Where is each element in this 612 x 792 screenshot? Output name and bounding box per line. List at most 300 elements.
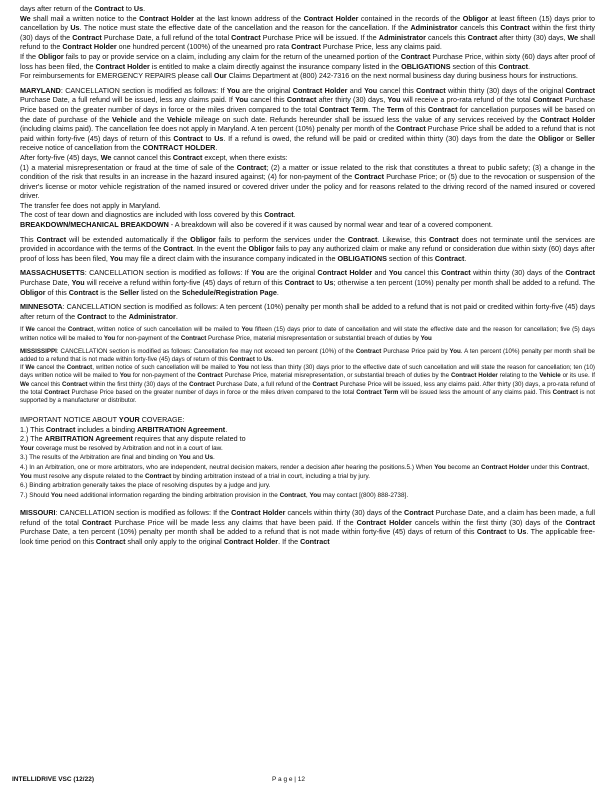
bold-term: Contract <box>441 268 471 278</box>
paragraph-p5 <box>20 153 595 163</box>
text-run: not less than thirty (30) days prior to the effective date of such cancellation and will state the reason for cancellation; ten (10) days written notice will be mailed to <box>20 364 595 380</box>
bold-term: You <box>235 95 249 105</box>
text-run: to <box>123 4 134 13</box>
text-run: for cancellation purposes will be based on the date of purchase of the <box>20 104 595 124</box>
text-run: coverage must be resolved by Arbitration and not in a court of law. <box>34 444 223 452</box>
text-run: to <box>202 133 215 143</box>
paragraph-n0 <box>20 415 595 425</box>
text-run: . <box>215 143 218 153</box>
text-run: , <box>305 491 310 499</box>
text-run: section of this <box>386 253 435 263</box>
bold-term: Contract <box>279 491 306 499</box>
text-run: . <box>271 356 274 364</box>
paragraph-p16 <box>20 508 595 546</box>
text-run: cancel this <box>377 85 417 95</box>
bold-term: You <box>71 278 85 288</box>
spacer <box>20 500 595 508</box>
bold-term: Contract Holder <box>317 268 373 278</box>
paragraph-p6 <box>20 163 595 201</box>
bold-term: BREAKDOWN/MECHANICAL BREAKDOWN <box>20 220 169 230</box>
text-run: The cost of tear down and diagnostics are included with loss covered by this <box>20 210 265 220</box>
text-run: Purchase Date, <box>20 278 72 288</box>
bold-term: Contract Holder <box>62 42 117 52</box>
text-run: section of this <box>450 61 499 71</box>
bold-term: Contract <box>552 388 579 396</box>
text-run: . In the event the <box>192 244 249 254</box>
text-run: Purchase Price will be made less any claims that have been paid. If the <box>111 517 357 527</box>
text-run: cancels within the first thirty (30) days of the <box>411 517 566 527</box>
bold-term: Contract <box>236 162 267 172</box>
paragraph-p14 <box>20 348 595 364</box>
bold-term: You <box>50 491 63 499</box>
text-run: under this <box>529 463 561 471</box>
bold-term: Contract <box>67 326 94 334</box>
arbitration-notice <box>20 415 595 500</box>
bold-term: Contract <box>532 95 563 105</box>
bold-term: Contract <box>396 124 426 134</box>
text-run: mileage on such date. Refunds hereunder shall be issued less the value of any services received by the <box>191 114 540 124</box>
bold-term: Contract <box>45 424 76 434</box>
text-run: (including claims paid). The cancellation fee does not apply in Maryland. A ten percent (10%) penalty per month of the <box>20 124 397 134</box>
text-run: . The <box>368 104 387 114</box>
bold-term: Contract Term <box>319 104 369 114</box>
text-run: . <box>276 287 279 297</box>
text-run: . If a refund is owed, the refund will be paid or credited within thirty (30) days from the date the <box>223 133 539 143</box>
bold-term: ARBITRATION Agreement <box>136 424 226 434</box>
bold-term: Us <box>214 133 224 143</box>
text-run: within the first thirty (30) days of the <box>20 23 596 42</box>
text-run: within thirty (30) days of the original <box>445 85 566 95</box>
bold-term: Contract Holder <box>292 85 348 95</box>
bold-term: You <box>420 334 432 342</box>
bold-term: Contract <box>36 234 67 244</box>
text-run: shall mail a written notice to the <box>30 13 140 23</box>
text-run: . The applicable free-look time period on this <box>20 527 595 546</box>
bold-term: Contract <box>404 508 434 518</box>
bold-term: Contract <box>81 517 112 527</box>
bold-term: Us <box>133 4 144 13</box>
paragraph-p10 <box>20 235 595 264</box>
bold-term: Contract <box>173 133 203 143</box>
paragraph-p4 <box>20 86 595 153</box>
text-run: , <box>587 463 589 471</box>
text-run: cancels this <box>457 23 501 33</box>
text-run: , written notice of such cancellation will be mailed to <box>93 326 242 334</box>
body-paragraphs <box>20 4 595 405</box>
text-run: Purchase Date, a full refund will be issued, less any claims paid. If <box>20 95 236 105</box>
bold-term: Contract <box>95 536 126 546</box>
bold-term: We <box>25 364 35 372</box>
bold-term: Schedule/Registration Page <box>181 287 277 297</box>
bold-term: Contract <box>355 347 382 355</box>
bold-term: YOUR <box>118 415 140 425</box>
bold-term: You <box>226 85 240 95</box>
bold-term: MASSACHUSETTS <box>20 268 85 278</box>
text-run: and the <box>136 114 167 124</box>
text-run: . <box>464 253 467 263</box>
text-run: fails to perform the services under the <box>215 234 348 244</box>
text-run: cancel the <box>34 326 68 334</box>
text-run: ; otherwise a ten percent (10%) penalty per month shall be added to a refund. The <box>333 278 595 288</box>
text-run: to <box>314 278 325 288</box>
text-run: contained in the records of the <box>358 13 463 23</box>
text-run: COVERAGE: <box>139 415 185 425</box>
paragraph-p2 <box>20 52 595 71</box>
bold-term: Vehicle <box>166 114 192 124</box>
paragraph-n6 <box>20 481 595 490</box>
text-run: or its use. If <box>560 372 595 380</box>
bold-term: ARBITRATION Agreement <box>44 434 133 444</box>
bold-term: Us <box>204 454 214 462</box>
text-run: become an <box>445 463 481 471</box>
bold-term: Contract <box>300 536 330 546</box>
text-run: , written notice of such cancellation will be mailed to <box>92 364 238 372</box>
bold-term: Contract Holder <box>539 114 596 124</box>
text-run: . <box>143 4 146 13</box>
text-run: Purchase Price; or (5) due to the revocation or suspension of the driver's license or motor vehicle registration of the named insured or covered driver under the policy and for reasons related to the driving record of the named insured or covered driver. <box>20 172 595 201</box>
text-run: Purchase Price will be issued. If the <box>260 32 379 42</box>
bold-term: Contract Holder <box>95 61 150 71</box>
bold-term: Contract <box>500 23 530 33</box>
bold-term: You <box>237 364 249 372</box>
text-run: . A ten percent (10%) penalty per month shall be added to a refund that is not made within forty-five (45) days of return of this <box>20 347 595 364</box>
text-run: is not supported by a manufacturer or distributor. <box>20 388 595 405</box>
text-run: of this <box>403 104 428 114</box>
bold-term: Contract <box>429 234 459 244</box>
bold-term: Obligor <box>248 244 275 254</box>
text-run: and <box>347 85 365 95</box>
bold-term: You <box>20 472 32 480</box>
bold-term: Contract <box>231 32 261 42</box>
paragraph-p1 <box>20 14 595 52</box>
text-run: Claims Department at (800) 242-7316 on the next normal business day during business hours for instructions. <box>226 71 578 81</box>
bold-term: You <box>119 372 131 380</box>
bold-term: Obligor <box>20 287 46 297</box>
bold-term: Contract <box>284 278 315 288</box>
text-run: for non-payment of the <box>115 334 181 342</box>
bold-term: Contract <box>66 364 93 372</box>
text-run: is entitled to make a claim directly against the insurance company listed in the <box>149 61 402 71</box>
bold-term: Our <box>213 71 227 81</box>
bold-term: You <box>387 95 401 105</box>
bold-term: You <box>309 491 322 499</box>
text-run: 7.) Should <box>20 491 51 499</box>
paragraph-n4 <box>20 453 595 462</box>
text-run: Purchase Price, material misrepresentation or substantial breach of duties by <box>206 334 421 342</box>
bold-term: You <box>103 334 116 342</box>
bold-term: We <box>20 13 31 23</box>
bold-term: Contract <box>347 234 378 244</box>
bold-term: You <box>251 268 265 278</box>
paragraph-n1 <box>20 425 595 435</box>
text-run: - A breakdown will also be covered if it was caused by normal wear and tear of a covered component. <box>168 220 493 230</box>
paragraph-n2 <box>20 434 595 444</box>
text-run: Purchase Date, a full refund of the total <box>101 32 232 42</box>
bold-term: Contract <box>68 287 99 297</box>
text-run: cancels this <box>425 32 468 42</box>
text-run: shall only apply to the original <box>125 536 224 546</box>
bold-term: OBLIGATIONS <box>401 61 451 71</box>
paragraph-n7 <box>20 491 595 500</box>
bold-term: Contract <box>427 104 458 114</box>
text-run: after thirty (30) days, <box>497 32 568 42</box>
text-run: at least fifteen (15) days prior to cancellation by <box>20 13 596 33</box>
text-run: days after return of the <box>20 4 95 13</box>
bold-term: Seller <box>575 133 595 143</box>
bold-term: Contract <box>94 4 124 13</box>
text-run: to <box>506 527 518 537</box>
paragraph-p7 <box>20 201 595 211</box>
bold-term: Contract <box>498 61 529 71</box>
text-run: at the last known address of the <box>193 13 304 23</box>
bold-term: Contract <box>312 380 338 388</box>
paragraph-p12 <box>20 302 595 321</box>
bold-term: Contract <box>77 311 107 321</box>
text-run: Purchase Date, a ten percent (10%) penalty per month shall be added to a refund that is not made within forty-five (45) days of return of this <box>20 527 477 537</box>
bold-term: Contract Holder <box>480 463 530 471</box>
text-run: IMPORTANT NOTICE ABOUT <box>20 415 119 425</box>
text-run: : CANCELLATION section is modified as follows: A ten percent (10%) penalty per month shall be added to a refund that is not paid or credited within forty-five (45) days after return of the <box>20 302 595 321</box>
bold-term: Term <box>386 104 404 114</box>
bold-term: Contract <box>400 51 431 61</box>
bold-term: You <box>241 326 253 334</box>
text-run: . <box>528 61 531 71</box>
text-run: or <box>563 133 576 143</box>
text-run: : CANCELLATION section is modified as follows: If the <box>55 508 232 518</box>
bold-term: CONTRACT HOLDER <box>142 143 216 153</box>
text-run: for non-payment of the <box>130 372 198 380</box>
text-run: After forty-five (45) days, <box>20 152 101 162</box>
bold-term: Contract Holder <box>356 517 412 527</box>
bold-term: MISSOURI <box>20 508 56 518</box>
text-run: within thirty (30) days of the <box>470 268 566 278</box>
text-run: of this <box>45 287 69 297</box>
paragraph-p8 <box>20 210 595 220</box>
text-run: fails to pay any authorized claim or make any refund or consideration due within sixty (60) days after proof of loss has been filed, <box>20 244 595 263</box>
paragraph-p13 <box>20 326 595 342</box>
text-run: Purchase Price will be issued, less any claims paid. After thirty (30) days, a pro-rata refund of the total <box>20 380 596 396</box>
text-run: 3.) The results of the Arbitration are final and binding on <box>20 454 180 462</box>
bold-term: Administrator <box>128 311 176 321</box>
bold-term: You <box>434 463 446 471</box>
bold-term: Contract <box>197 372 223 380</box>
text-run: need additional information regarding the binding arbitration provision in the <box>62 491 280 499</box>
text-run: Purchase Price, material misrepresentation, or substantial breach of duties by the <box>222 372 451 380</box>
text-run: Purchase Price based on the greater number of days in force or the miles driven compared to the total <box>20 95 595 114</box>
bold-term: Contract <box>229 356 255 364</box>
text-run: by binding arbitration instead of a trial in court, including a trial by jury. <box>171 472 371 480</box>
bold-term: Contract <box>565 268 595 278</box>
text-run: within the first thirty (30) days of the <box>87 380 190 388</box>
text-run: : CANCELLATION section is modified as follows: If <box>84 268 252 278</box>
text-run: Purchase Date, and a claim has been made, a full refund of the total <box>20 508 596 527</box>
text-run: does not terminate until the services are provided in accordance with the terms of the <box>20 234 596 254</box>
text-run: Purchase Price based on the greater number of days in force or the miles driven compared to the total <box>69 388 357 396</box>
bold-term: Contract <box>163 244 193 254</box>
text-run: will be extended automatically if the <box>66 234 191 244</box>
text-run: cancel this <box>248 95 287 105</box>
text-run: cancel the <box>34 364 67 372</box>
text-run: cancel this <box>401 268 442 278</box>
text-run: 1.) This <box>20 424 46 434</box>
text-run: If <box>20 326 26 334</box>
text-run: . If the <box>278 536 301 546</box>
text-run: 4.) In an Arbitration, one or more arbitrators, who are independent, neutral decision makers, render a decision after hearing the positions.5.) When <box>20 463 435 471</box>
text-run: If the <box>20 51 39 61</box>
text-run: : CANCELLATION section is modified as follows: Cancellation fee may not exceed ten percent (10%) of the <box>56 347 356 355</box>
form-identifier: INTELLIDRIVE VSC (12/22) <box>12 776 94 783</box>
bold-term: You <box>449 347 461 355</box>
bold-term: Contract Holder <box>231 508 286 518</box>
bold-term: Contract <box>476 527 507 537</box>
paragraph-p11 <box>20 268 595 297</box>
text-run: cancel this <box>29 380 63 388</box>
bold-term: Obligor <box>190 234 216 244</box>
page-footer <box>12 776 600 786</box>
text-run: fifteen (15) days prior to date of cancellation and will state the effective date and the reason for cancellation; five (5) days written notice will be mailed to <box>20 326 595 342</box>
bold-term: Obligor <box>538 133 564 143</box>
bold-term: Vehicle <box>111 114 137 124</box>
bold-term: We <box>100 152 112 162</box>
text-run: includes a binding <box>75 424 137 434</box>
bold-term: Contract <box>62 380 88 388</box>
bold-term: Contract <box>286 95 317 105</box>
missouri-section <box>20 508 595 546</box>
text-run: will receive a pro-rata refund of the total <box>400 95 533 105</box>
text-run: (1) a material misrepresentation or fraud at the time of sale of the <box>20 162 237 172</box>
text-run: receive notice of cancellation from the <box>20 143 143 153</box>
paragraph-p3 <box>20 71 595 81</box>
bold-term: Contract <box>172 152 203 162</box>
bold-term: Contract <box>72 32 102 42</box>
text-run: and <box>190 454 205 462</box>
bold-term: Us <box>324 278 334 288</box>
text-run: will receive a refund within forty-five (45) days of return of this <box>84 278 285 288</box>
bold-term: OBLIGATIONS <box>337 253 387 263</box>
text-run: relating to the <box>497 372 540 380</box>
bold-term: Seller <box>119 287 140 297</box>
text-run: are the original <box>264 268 318 278</box>
text-run: . <box>175 311 178 321</box>
text-run: cancels within thirty (30) days of the <box>285 508 405 518</box>
text-run: This <box>20 234 37 244</box>
bold-term: Contract Term <box>356 388 399 396</box>
text-run: after thirty (30) days, <box>316 95 388 105</box>
bold-term: We <box>20 380 30 388</box>
bold-term: Us <box>517 527 527 537</box>
text-run: one hundred percent (100%) of the unearned pro rata <box>116 42 292 52</box>
text-run: 6.) Binding arbitration generally takes the place of resolving disputes by a judge and jury. <box>20 482 271 490</box>
bold-term: You <box>388 268 402 278</box>
text-run: must resolve any dispute related to the <box>31 472 145 480</box>
bold-term: Your <box>20 444 35 452</box>
bold-term: We <box>25 326 35 334</box>
text-run: For reimbursements for EMERGENCY REPAIRS please call <box>20 71 214 81</box>
document-page <box>20 4 595 552</box>
text-run: will be issued less the amount of any claims paid. This <box>398 388 553 396</box>
text-run: except, when there exists: <box>202 152 288 162</box>
text-run: may file a direct claim with the insurance company indicated in the <box>122 253 338 263</box>
bold-term: You <box>109 253 123 263</box>
text-run: Purchase Price, within sixty (60) days after proof of loss has been filed, the <box>20 51 596 71</box>
bold-term: Contract Holder <box>139 13 194 23</box>
bold-term: We <box>567 32 579 42</box>
bold-term: Contract <box>354 172 384 182</box>
bold-term: Contract Holder <box>223 536 279 546</box>
text-run: fails to pay or provide service on a claim, including any claim for the return of the unearned portion of the <box>63 51 401 61</box>
bold-term: Obligor <box>38 51 64 61</box>
bold-term: Contract <box>189 380 215 388</box>
bold-term: Contract <box>180 334 207 342</box>
text-run: . Likewise, this <box>377 234 430 244</box>
text-run: . <box>213 454 215 462</box>
text-run: : CANCELLATION section is modified as follows: If <box>60 85 227 95</box>
bold-term: Obligor <box>462 13 489 23</box>
bold-term: Contract Holder <box>303 13 359 23</box>
bold-term: You <box>179 454 191 462</box>
text-run: may contact [(800) 888-2738]. <box>321 491 409 499</box>
bold-term: Contract Holder <box>450 372 498 380</box>
paragraph-p15 <box>20 364 595 405</box>
bold-term: MISSISSIPPI <box>20 347 57 355</box>
text-run: . The notice must state the effective date of the cancellation and the reason for the cancellation. If the <box>79 23 411 33</box>
paragraph-n5 <box>20 463 595 482</box>
text-run: are the original <box>239 85 293 95</box>
text-run: to the <box>106 311 129 321</box>
paragraph-p9 <box>20 220 595 230</box>
text-run: cannot cancel this <box>111 152 173 162</box>
bold-term: Administrator <box>378 32 426 42</box>
text-run: to <box>254 356 264 364</box>
bold-term: Contract <box>144 472 172 480</box>
text-run: . <box>293 210 296 220</box>
paragraph-p0 <box>20 4 595 14</box>
bold-term: Contract <box>565 85 595 95</box>
bold-term: Us <box>70 23 80 33</box>
bold-term: Administrator <box>410 23 458 33</box>
page-number: P a g e | 12 <box>272 776 306 783</box>
bold-term: Contract <box>434 253 465 263</box>
bold-term: Contract <box>560 463 588 471</box>
text-run: The transfer fee does not apply in Maryland. <box>20 200 161 210</box>
bold-term: Contract <box>565 517 595 527</box>
text-run: requires that any dispute related to <box>132 434 246 444</box>
text-run: is the <box>98 287 120 297</box>
text-run: If <box>20 364 26 372</box>
bold-term: Us <box>263 356 272 364</box>
bold-term: MARYLAND <box>20 85 61 95</box>
text-run: and <box>372 268 389 278</box>
paragraph-n3 <box>20 444 595 453</box>
text-run: Purchase Price shall be added to a refund that is not paid within forty-five (45) days of return of this <box>20 124 595 143</box>
text-run: ; (2) a matter or issue related to the risk that constitutes a threat to public safety; (3) a change in the condition of the risk that results in an increase in the hazard insured against; (4) for non-payment of the <box>20 162 596 182</box>
bold-term: Contract <box>467 32 498 42</box>
text-run: . <box>225 424 228 434</box>
bold-term: You <box>364 85 378 95</box>
bold-term: Contract <box>291 42 321 52</box>
text-run: 2.) The <box>20 434 45 444</box>
text-run: Purchase Price, less any claims paid. <box>320 42 442 52</box>
bold-term: Contract <box>416 85 446 95</box>
text-run: Purchase Date, a full refund of the <box>214 380 313 388</box>
bold-term: MINNESOTA <box>20 302 63 312</box>
text-run: listed on the <box>139 287 182 297</box>
bold-term: Vehicle <box>539 372 561 380</box>
text-run: Purchase Price paid by <box>381 347 450 355</box>
text-run: shall refund to the <box>20 32 596 52</box>
bold-term: Contract <box>44 388 70 396</box>
bold-term: Contract <box>264 210 294 220</box>
